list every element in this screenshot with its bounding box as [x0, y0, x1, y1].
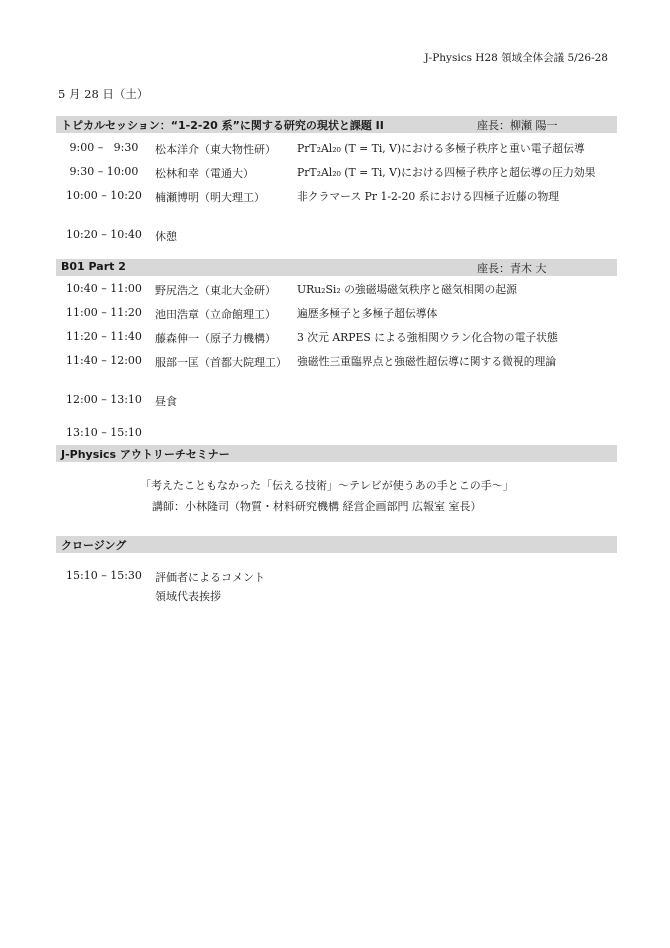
closing-row [0, 588, 670, 606]
row-speaker: 楠瀬博明（明大理工） [155, 191, 265, 204]
session-b01-bar [56, 259, 617, 276]
schedule-row [0, 330, 670, 348]
outreach-time-row [0, 426, 670, 444]
session-topical-bar [56, 116, 617, 133]
row-time: 11:00 – 11:20 [66, 306, 142, 319]
closing-item: 評価者によるコメント [155, 571, 265, 584]
document-header: J-Physics H28 領域全体会議 5/26-28 [424, 52, 608, 64]
row-title: 遍歴多極子と多極子超伝導体 [297, 307, 438, 320]
schedule-row [0, 282, 670, 300]
row-title: URu₂Si₂ の強磁場磁気秩序と磁気相関の起源 [297, 283, 517, 296]
outreach-talk-title: 「考えたこともなかった「伝える技術」〜テレビが使うあの手とこの手〜」 [140, 479, 514, 492]
session-title: クロージング [61, 539, 127, 552]
row-time: 11:20 – 11:40 [66, 330, 142, 343]
closing-row [0, 569, 670, 587]
row-time: 12:00 – 13:10 [66, 393, 142, 406]
session-chair: 座長：柳瀬 陽一 [477, 119, 558, 132]
session-title: J-Physics アウトリーチセミナー [61, 448, 230, 461]
session-chair: 座長：青木 大 [477, 262, 547, 275]
row-time: 9:00 – 9:30 [66, 141, 139, 154]
lunch-label: 昼食 [155, 395, 177, 408]
row-speaker: 藤森伸一（原子力機構） [155, 332, 276, 345]
row-speaker: 池田浩章（立命館理工） [155, 308, 276, 321]
row-time: 10:40 – 11:00 [66, 282, 142, 295]
session-title: トピカルセッション：“1-2-20 系”に関する研究の現状と課題 II [61, 119, 384, 132]
closing-item: 領域代表挨拶 [155, 590, 221, 603]
schedule-row [0, 165, 670, 183]
row-speaker: 松林和幸（電通大） [155, 167, 254, 180]
row-time: 10:20 – 10:40 [66, 228, 142, 241]
row-speaker: 松本洋介（東大物性研） [155, 143, 276, 156]
row-time: 13:10 – 15:10 [66, 426, 142, 439]
closing-bar [56, 536, 617, 553]
schedule-row [0, 141, 670, 159]
outreach-bar [56, 445, 617, 462]
schedule-row [0, 306, 670, 324]
row-title: PrT₂Al₂₀ (T = Ti, V)における四極子秩序と超伝導の圧力効果 [297, 166, 596, 179]
row-title: 3 次元 ARPES による強相関ウラン化合物の電子状態 [297, 331, 558, 344]
row-title: PrT₂Al₂₀ (T = Ti, V)における多極子秩序と重い電子超伝導 [297, 142, 585, 155]
row-speaker: 野尻浩之（東北大金研） [155, 284, 276, 297]
lunch-row [0, 393, 670, 411]
schedule-row [0, 189, 670, 207]
row-time: 10:00 – 10:20 [66, 189, 142, 202]
break-row [0, 228, 670, 246]
row-time: 15:10 – 15:30 [66, 569, 142, 582]
schedule-row [0, 354, 670, 372]
date-heading: 5 月 28 日（土） [58, 87, 149, 101]
row-time: 9:30 – 10:00 [66, 165, 139, 178]
row-title: 強磁性三重臨界点と強磁性超伝導に関する微視的理論 [297, 355, 557, 368]
row-speaker: 服部一匡（首都大院理工） [155, 356, 287, 369]
row-title: 非クラマース Pr 1-2-20 系における四極子近藤の物理 [297, 190, 560, 203]
session-title: B01 Part 2 [61, 260, 126, 273]
break-label: 休憩 [155, 230, 177, 243]
row-time: 11:40 – 12:00 [66, 354, 142, 367]
outreach-lecturer: 講師：小林隆司（物質・材料研究機構 経営企画部門 広報室 室長） [152, 500, 482, 513]
